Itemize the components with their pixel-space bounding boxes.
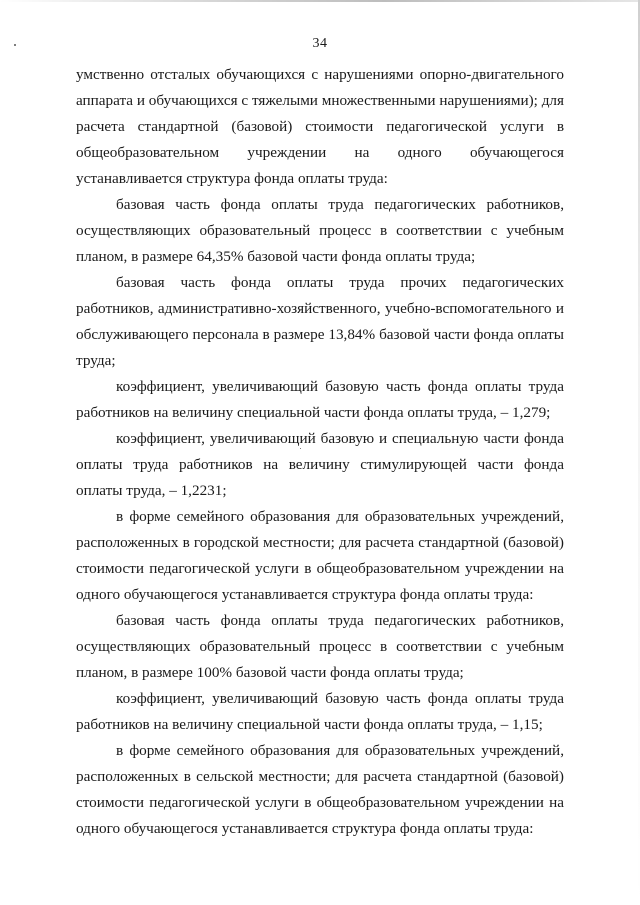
paragraph-urban-special-coefficient: коэффициент, увеличивающий базовую часть фонда оплаты труда работников на величину специальной части фонда оплаты труда, – 1,15; (76, 690, 564, 733)
page-number: 34 (312, 36, 328, 51)
paragraph-urban-teaching-staff-share: базовая часть фонда оплаты труда педагогических работников, осуществляющих образовательный процесс в соответствии с учебным планом, в размере 100% базовой части фонда оплаты труда; (76, 612, 564, 681)
paragraph-special-coefficient: коэффициент, увеличивающий базовую часть фонда оплаты труда работников на величину специальной части фонда оплаты труда, – 1,279; (76, 378, 564, 421)
paragraph-teaching-staff-share: базовая часть фонда оплаты труда педагогических работников, осуществляющих образовательный процесс в соответствии с учебным планом, в размере 64,35% базовой части фонда оплаты труда; (76, 196, 564, 265)
document-body (76, 62, 564, 842)
scan-top-edge (0, 0, 640, 2)
paragraph-family-education-urban: в форме семейного образования для образовательных учреждений, расположенных в городской местности; для расчета стандартной (базовой) стоимости педагогической услуги в общеобразовательном учреждении на одного обучающегося устанавливается структура фонда оплаты труда: (76, 508, 564, 603)
paragraph-other-staff-share: базовая часть фонда оплаты труда прочих педагогических работников, административно-хозяйственного, учебно-вспомогательного и обслуживающего персонала в размере 13,84% базовой части фонда оплаты труда; (76, 274, 564, 369)
paragraph-incentive-coefficient: коэффициент, увеличивающий базовую и специальную части фонда оплаты труда работников на величину стимулирующей части фонда оплаты труда, – 1,2231; (76, 430, 564, 499)
paragraph-continuation: умственно отсталых обучающихся с нарушениями опорно-двигательного аппарата и обучающихся с тяжелыми множественными нарушениями); для расчета стандартной (базовой) стоимости педагогической услуги в общеобразовательном учреждении на одного обучающегося устанавливается структура фонда оплаты труда: (76, 66, 564, 187)
paragraph-family-education-rural: в форме семейного образования для образовательных учреждений, расположенных в сельской местности; для расчета стандартной (базовой) стоимости педагогической услуги в общеобразовательном учреждении на одного обучающегося устанавливается структура фонда оплаты труда: (76, 742, 564, 837)
